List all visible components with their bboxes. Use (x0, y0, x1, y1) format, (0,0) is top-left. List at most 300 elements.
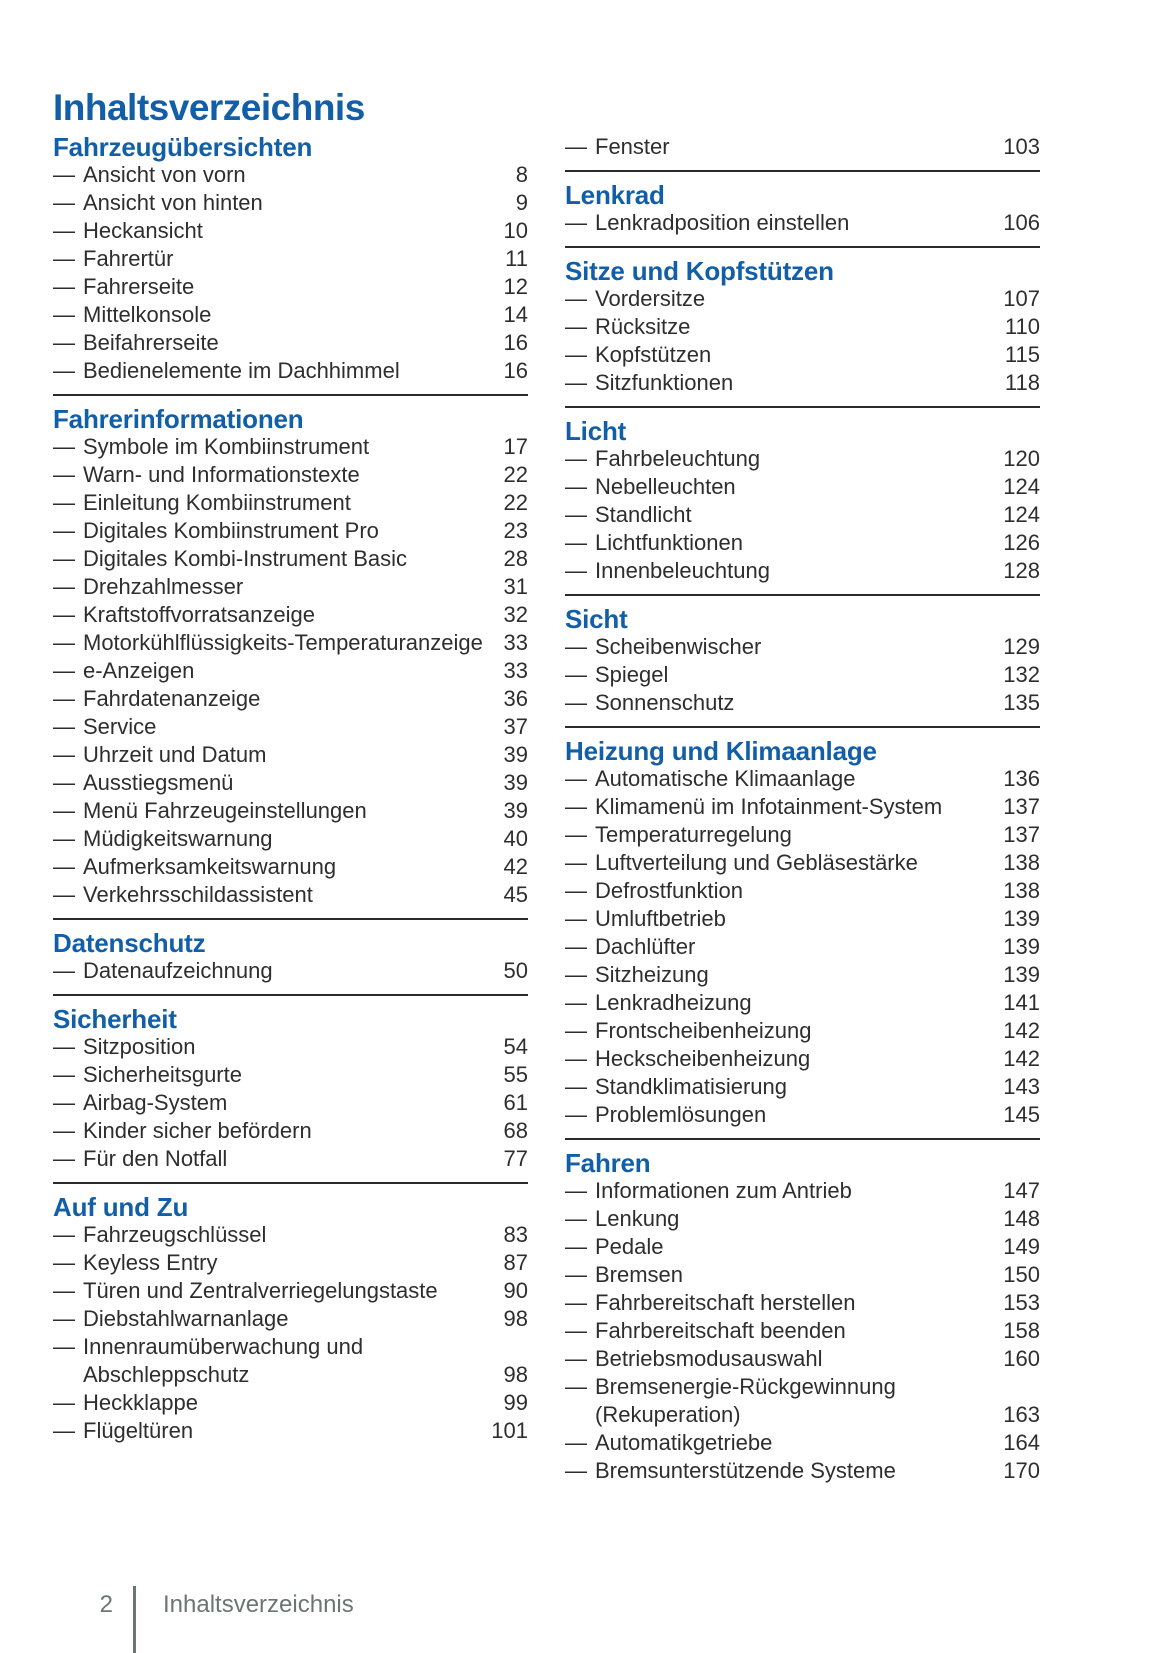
entry-label: Service (83, 714, 157, 739)
entry-label: Defrostfunktion (595, 878, 743, 903)
entry-page-number: 137 (1003, 822, 1040, 847)
section-heading: Heizung und Klimaanlage (565, 736, 877, 766)
entry-dash-icon: — (53, 1118, 75, 1143)
toc-section (53, 929, 528, 996)
entry-label: Warn- und Informationstexte (83, 462, 360, 487)
entry-page-number: 8 (515, 162, 528, 187)
toc-entry[interactable] (53, 573, 528, 601)
toc-entry[interactable] (565, 557, 1040, 585)
toc-entry[interactable] (565, 209, 1040, 237)
entry-label: Fahrdatenanzeige (83, 686, 261, 711)
entry-page-number: 115 (1004, 342, 1040, 367)
entry-dash-icon: — (53, 658, 75, 683)
entry-page-number: 55 (503, 1062, 528, 1087)
entry-label: Innenbeleuchtung (595, 558, 770, 583)
section-items (53, 161, 528, 385)
toc-entry[interactable] (565, 1457, 1040, 1485)
toc-entry[interactable] (565, 1045, 1040, 1073)
entry-page-number: 33 (503, 658, 528, 683)
toc-entry[interactable] (565, 1205, 1040, 1233)
toc-entry[interactable] (53, 1305, 528, 1333)
entry-page-number: 36 (503, 686, 528, 711)
entry-page-number: 16 (503, 358, 528, 383)
entry-page-number: 164 (1003, 1430, 1040, 1455)
entry-page-number: 124 (1003, 474, 1040, 499)
toc-entry[interactable] (53, 357, 528, 385)
entry-dash-icon: — (565, 878, 587, 903)
entry-dash-icon: — (565, 1178, 587, 1203)
section-items (565, 765, 1040, 1129)
entry-page-number: 147 (1003, 1178, 1040, 1203)
section-heading: Licht (565, 416, 627, 446)
entry-page-number: 23 (503, 518, 528, 543)
entry-dash-icon: — (565, 794, 587, 819)
entry-label: Türen und Zentralverriegelungstaste (83, 1278, 438, 1303)
entry-label: Drehzahlmesser (83, 574, 244, 599)
section-items (53, 957, 528, 985)
entry-label: Sicherheitsgurte (83, 1062, 242, 1087)
toc-entry[interactable] (53, 685, 528, 713)
entry-page-number: 90 (503, 1278, 528, 1303)
entry-dash-icon: — (53, 358, 75, 383)
entry-label: Rücksitze (595, 314, 691, 339)
entry-label: Ansicht von hinten (83, 190, 263, 215)
toc-entry[interactable] (565, 529, 1040, 557)
section-items (565, 133, 1040, 161)
entry-dash-icon: — (565, 906, 587, 931)
section-heading: Lenkrad (565, 180, 665, 210)
entry-label: Ausstiegsmenü (83, 770, 234, 795)
entry-dash-icon: — (53, 1250, 75, 1275)
entry-label: Pedale (595, 1234, 664, 1259)
entry-dash-icon: — (53, 1146, 75, 1171)
entry-dash-icon: — (53, 462, 75, 487)
entry-dash-icon: — (565, 1290, 587, 1315)
entry-label: Fahrbereitschaft beenden (595, 1318, 846, 1343)
entry-dash-icon: — (53, 162, 75, 187)
entry-label: Heckklappe (83, 1390, 198, 1415)
toc-entry[interactable] (53, 1333, 528, 1389)
entry-dash-icon: — (53, 686, 75, 711)
entry-dash-icon: — (53, 218, 75, 243)
entry-dash-icon: — (565, 1318, 587, 1343)
section-items (565, 209, 1040, 237)
toc-entry[interactable] (53, 797, 528, 825)
toc-entry[interactable] (565, 933, 1040, 961)
entry-label: Fahrertür (83, 246, 174, 271)
entry-dash-icon: — (565, 766, 587, 791)
section-heading: Sitze und Kopfstützen (565, 256, 834, 286)
toc-entry[interactable] (565, 689, 1040, 717)
entry-label: Uhrzeit und Datum (83, 742, 267, 767)
toc-entry[interactable] (565, 445, 1040, 473)
entry-label: Digitales Kombiinstrument Pro (83, 518, 379, 543)
entry-dash-icon: — (565, 502, 587, 527)
entry-label: Bedienelemente im Dachhimmel (83, 358, 400, 383)
entry-page-number: 98 (503, 1362, 528, 1387)
entry-dash-icon: — (53, 826, 75, 851)
toc-section (53, 405, 528, 920)
toc-entry[interactable] (53, 1145, 528, 1173)
entry-dash-icon: — (565, 934, 587, 959)
toc-section (565, 181, 1040, 248)
entry-label: Datenaufzeichnung (83, 958, 273, 983)
toc-entry[interactable] (53, 741, 528, 769)
toc-entry[interactable] (53, 1061, 528, 1089)
entry-page-number: 61 (503, 1090, 528, 1115)
entry-label: Standlicht (595, 502, 692, 527)
entry-label: e-Anzeigen (83, 658, 195, 683)
toc-entry[interactable] (565, 1101, 1040, 1129)
entry-page-number: 40 (503, 826, 528, 851)
entry-page-number: 45 (503, 882, 528, 907)
toc-entry[interactable] (565, 501, 1040, 529)
entry-page-number: 150 (1003, 1262, 1040, 1287)
entry-page-number: 54 (503, 1034, 528, 1059)
entry-dash-icon: — (53, 190, 75, 215)
entry-label: Vordersitze (595, 286, 706, 311)
entry-page-number: 145 (1003, 1102, 1040, 1127)
entry-dash-icon: — (565, 558, 587, 583)
entry-page-number: 170 (1003, 1458, 1040, 1483)
entry-dash-icon: — (565, 690, 587, 715)
toc-entry[interactable] (565, 1317, 1040, 1345)
entry-label: Bremsenergie-Rückgewinnung (Rekuperation) (595, 1374, 896, 1427)
toc-section (53, 133, 528, 396)
section-items (565, 285, 1040, 397)
entry-label: Beifahrerseite (83, 330, 219, 355)
toc-entry[interactable] (53, 189, 528, 217)
entry-dash-icon: — (53, 770, 75, 795)
entry-dash-icon: — (565, 134, 587, 159)
entry-dash-icon: — (53, 798, 75, 823)
entry-dash-icon: — (53, 1306, 75, 1331)
entry-page-number: 11 (505, 246, 528, 271)
toc-section (53, 1193, 528, 1454)
entry-label: Airbag-System (83, 1090, 228, 1115)
toc-entry[interactable] (53, 881, 528, 909)
entry-dash-icon: — (53, 958, 75, 983)
entry-label: Mittelkonsole (83, 302, 212, 327)
entry-page-number: 28 (503, 546, 528, 571)
toc-entry[interactable] (565, 1345, 1040, 1373)
section-items (53, 1221, 528, 1445)
entry-dash-icon: — (565, 314, 587, 339)
entry-label: Kinder sicher befördern (83, 1118, 312, 1143)
entry-label: Lenkung (595, 1206, 680, 1231)
section-heading: Sicht (565, 604, 628, 634)
section-items (565, 633, 1040, 717)
entry-page-number: 163 (1003, 1402, 1040, 1427)
toc-entry[interactable] (565, 849, 1040, 877)
toc-column-right (565, 133, 1040, 1494)
entry-label: Fahrerseite (83, 274, 195, 299)
entry-page-number: 132 (1003, 662, 1040, 687)
entry-label: Lenkradposition einstellen (595, 210, 850, 235)
entry-label: Temperaturregelung (595, 822, 792, 847)
entry-page-number: 135 (1003, 690, 1040, 715)
entry-page-number: 39 (503, 798, 528, 823)
entry-page-number: 37 (503, 714, 528, 739)
entry-page-number: 17 (503, 434, 528, 459)
entry-page-number: 138 (1003, 878, 1040, 903)
entry-label: Luftverteilung und Gebläsestärke (595, 850, 918, 875)
toc-entry[interactable] (53, 545, 528, 573)
toc-section (565, 737, 1040, 1140)
entry-label: Motorkühlflüssigkeits-Temperaturanzeige (83, 630, 483, 655)
toc-entry[interactable] (565, 905, 1040, 933)
entry-page-number: 22 (503, 490, 528, 515)
entry-page-number: 39 (503, 770, 528, 795)
footer-divider (133, 1586, 136, 1653)
entry-dash-icon: — (53, 1418, 75, 1443)
entry-dash-icon: — (565, 1430, 587, 1455)
entry-dash-icon: — (565, 1374, 587, 1399)
toc-entry[interactable] (565, 369, 1040, 397)
toc-entry[interactable] (53, 1033, 528, 1061)
toc-section (53, 1005, 528, 1184)
entry-page-number: 103 (1003, 134, 1040, 159)
entry-dash-icon: — (53, 1334, 75, 1359)
section-heading: Fahren (565, 1148, 651, 1178)
entry-dash-icon: — (565, 474, 587, 499)
entry-page-number: 120 (1003, 446, 1040, 471)
entry-page-number: 141 (1003, 990, 1040, 1015)
entry-page-number: 14 (503, 302, 528, 327)
entry-dash-icon: — (53, 246, 75, 271)
toc-entry[interactable] (565, 1233, 1040, 1261)
toc-entry[interactable] (53, 1249, 528, 1277)
entry-page-number: 139 (1003, 962, 1040, 987)
entry-page-number: 107 (1003, 286, 1040, 311)
toc-entry[interactable] (565, 765, 1040, 793)
page-title: Inhaltsverzeichnis (53, 86, 365, 128)
entry-label: Spiegel (595, 662, 669, 687)
entry-dash-icon: — (53, 434, 75, 459)
toc-entry[interactable] (53, 713, 528, 741)
entry-dash-icon: — (565, 634, 587, 659)
entry-dash-icon: — (565, 342, 587, 367)
entry-dash-icon: — (565, 210, 587, 235)
entry-page-number: 160 (1003, 1346, 1040, 1371)
toc-entry[interactable] (53, 1089, 528, 1117)
entry-label: Bremsen (595, 1262, 684, 1287)
toc-entry[interactable] (53, 957, 528, 985)
toc-entry[interactable] (565, 961, 1040, 989)
toc-entry[interactable] (53, 825, 528, 853)
toc-entry[interactable] (565, 1429, 1040, 1457)
toc-entry[interactable] (53, 1221, 528, 1249)
entry-label: Klimamenü im Infotainment-System (595, 794, 943, 819)
entry-label: Standklimatisierung (595, 1074, 787, 1099)
toc-column-left (53, 133, 528, 1494)
toc-entry[interactable] (53, 461, 528, 489)
entry-label: Verkehrsschildassistent (83, 882, 313, 907)
entry-page-number: 98 (503, 1306, 528, 1331)
toc-entry[interactable] (53, 1117, 528, 1145)
toc-entry[interactable] (565, 1289, 1040, 1317)
entry-page-number: 50 (503, 958, 528, 983)
entry-dash-icon: — (53, 1062, 75, 1087)
toc-entry[interactable] (53, 1277, 528, 1305)
toc-entry[interactable] (53, 601, 528, 629)
toc-entry[interactable] (565, 877, 1040, 905)
toc-entry[interactable] (565, 989, 1040, 1017)
entry-label: Müdigkeitswarnung (83, 826, 273, 851)
entry-page-number: 42 (503, 854, 528, 879)
entry-label: Nebelleuchten (595, 474, 736, 499)
entry-label: Digitales Kombi-Instrument Basic (83, 546, 408, 571)
entry-label: Betriebsmodusauswahl (595, 1346, 823, 1371)
entry-dash-icon: — (53, 1034, 75, 1059)
entry-dash-icon: — (565, 1102, 587, 1127)
entry-label: Heckscheibenheizung (595, 1046, 811, 1071)
toc-entry[interactable] (53, 217, 528, 245)
entry-label: Automatische Klimaanlage (595, 766, 856, 791)
toc-entry[interactable] (565, 1073, 1040, 1101)
entry-label: Fahrbeleuchtung (595, 446, 761, 471)
toc-entry[interactable] (565, 313, 1040, 341)
entry-label: Für den Notfall (83, 1146, 228, 1171)
entry-dash-icon: — (53, 518, 75, 543)
section-items (53, 433, 528, 909)
toc-section (565, 133, 1040, 172)
entry-dash-icon: — (565, 1074, 587, 1099)
entry-dash-icon: — (565, 530, 587, 555)
entry-dash-icon: — (565, 446, 587, 471)
entry-label: Automatikgetriebe (595, 1430, 773, 1455)
section-heading: Sicherheit (53, 1004, 177, 1034)
entry-label: Innenraumüberwachung und Abschleppschutz (83, 1334, 364, 1387)
toc-entry[interactable] (53, 853, 528, 881)
section-items (565, 445, 1040, 585)
entry-label: Heckansicht (83, 218, 203, 243)
entry-dash-icon: — (53, 274, 75, 299)
toc-entry[interactable] (53, 489, 528, 517)
entry-dash-icon: — (565, 1206, 587, 1231)
section-items (565, 1177, 1040, 1485)
toc-columns (53, 133, 1040, 1494)
entry-label: Lichtfunktionen (595, 530, 743, 555)
toc-entry[interactable] (53, 301, 528, 329)
entry-label: Lenkradheizung (595, 990, 752, 1015)
entry-dash-icon: — (53, 1222, 75, 1247)
section-heading: Fahrerinformationen (53, 404, 304, 434)
toc-entry[interactable] (565, 133, 1040, 161)
entry-label: Menü Fahrzeugeinstellungen (83, 798, 367, 823)
entry-page-number: 139 (1003, 906, 1040, 931)
toc-entry[interactable] (53, 769, 528, 797)
entry-page-number: 31 (503, 574, 528, 599)
toc-entry[interactable] (565, 473, 1040, 501)
toc-entry[interactable] (53, 329, 528, 357)
toc-entry[interactable] (565, 341, 1040, 369)
entry-page-number: 22 (503, 462, 528, 487)
entry-dash-icon: — (53, 714, 75, 739)
toc-section (565, 605, 1040, 728)
entry-page-number: 142 (1003, 1046, 1040, 1071)
section-heading: Auf und Zu (53, 1192, 189, 1222)
toc-entry[interactable] (565, 1017, 1040, 1045)
entry-label: Ansicht von vorn (83, 162, 246, 187)
entry-page-number: 10 (503, 218, 528, 243)
toc-entry[interactable] (53, 1417, 528, 1445)
toc-entry[interactable] (53, 517, 528, 545)
entry-label: Diebstahlwarnanlage (83, 1306, 289, 1331)
entry-label: Fahrzeugschlüssel (83, 1222, 267, 1247)
entry-label: Umluftbetrieb (595, 906, 726, 931)
toc-entry[interactable] (565, 1373, 1040, 1429)
entry-label: Sonnenschutz (595, 690, 735, 715)
entry-page-number: 139 (1003, 934, 1040, 959)
entry-page-number: 153 (1003, 1290, 1040, 1315)
toc-entry[interactable] (53, 433, 528, 461)
toc-entry[interactable] (565, 793, 1040, 821)
entry-dash-icon: — (565, 1018, 587, 1043)
toc-entry[interactable] (565, 821, 1040, 849)
toc-entry[interactable] (53, 657, 528, 685)
toc-entry[interactable] (53, 161, 528, 189)
entry-label: Aufmerksamkeitswarnung (83, 854, 337, 879)
entry-dash-icon: — (565, 370, 587, 395)
toc-entry[interactable] (53, 273, 528, 301)
entry-page-number: 99 (503, 1390, 528, 1415)
toc-entry[interactable] (53, 1389, 528, 1417)
entry-dash-icon: — (53, 302, 75, 327)
toc-entry[interactable] (565, 1177, 1040, 1205)
entry-dash-icon: — (565, 1458, 587, 1483)
entry-page-number: 83 (503, 1222, 528, 1247)
entry-page-number: 129 (1003, 634, 1040, 659)
entry-dash-icon: — (53, 330, 75, 355)
entry-page-number: 87 (503, 1250, 528, 1275)
toc-entry[interactable] (53, 245, 528, 273)
toc-entry[interactable] (565, 285, 1040, 313)
entry-page-number: 110 (1004, 314, 1040, 339)
entry-page-number: 124 (1003, 502, 1040, 527)
entry-page-number: 158 (1003, 1318, 1040, 1343)
entry-dash-icon: — (53, 630, 75, 655)
toc-section (565, 257, 1040, 408)
entry-page-number: 33 (503, 630, 528, 655)
entry-dash-icon: — (565, 1234, 587, 1259)
entry-label: Kopfstützen (595, 342, 712, 367)
entry-dash-icon: — (565, 1046, 587, 1071)
footer-label: Inhaltsverzeichnis (163, 1591, 354, 1618)
toc-section (565, 1149, 1040, 1494)
entry-dash-icon: — (565, 1346, 587, 1371)
entry-page-number: 16 (503, 330, 528, 355)
toc-section (565, 417, 1040, 596)
entry-page-number: 142 (1003, 1018, 1040, 1043)
entry-page-number: 9 (515, 190, 528, 215)
entry-dash-icon: — (53, 882, 75, 907)
entry-dash-icon: — (53, 1278, 75, 1303)
entry-page-number: 12 (503, 274, 528, 299)
entry-dash-icon: — (565, 662, 587, 687)
toc-entry[interactable] (565, 1261, 1040, 1289)
entry-dash-icon: — (53, 490, 75, 515)
entry-label: Scheibenwischer (595, 634, 762, 659)
entry-page-number: 149 (1003, 1234, 1040, 1259)
toc-entry[interactable] (565, 633, 1040, 661)
entry-label: Flügeltüren (83, 1418, 194, 1443)
entry-label: Frontscheibenheizung (595, 1018, 812, 1043)
toc-entry[interactable] (565, 661, 1040, 689)
toc-entry[interactable] (53, 629, 528, 657)
footer-page-number: 2 (99, 1591, 113, 1618)
section-heading: Datenschutz (53, 928, 206, 958)
